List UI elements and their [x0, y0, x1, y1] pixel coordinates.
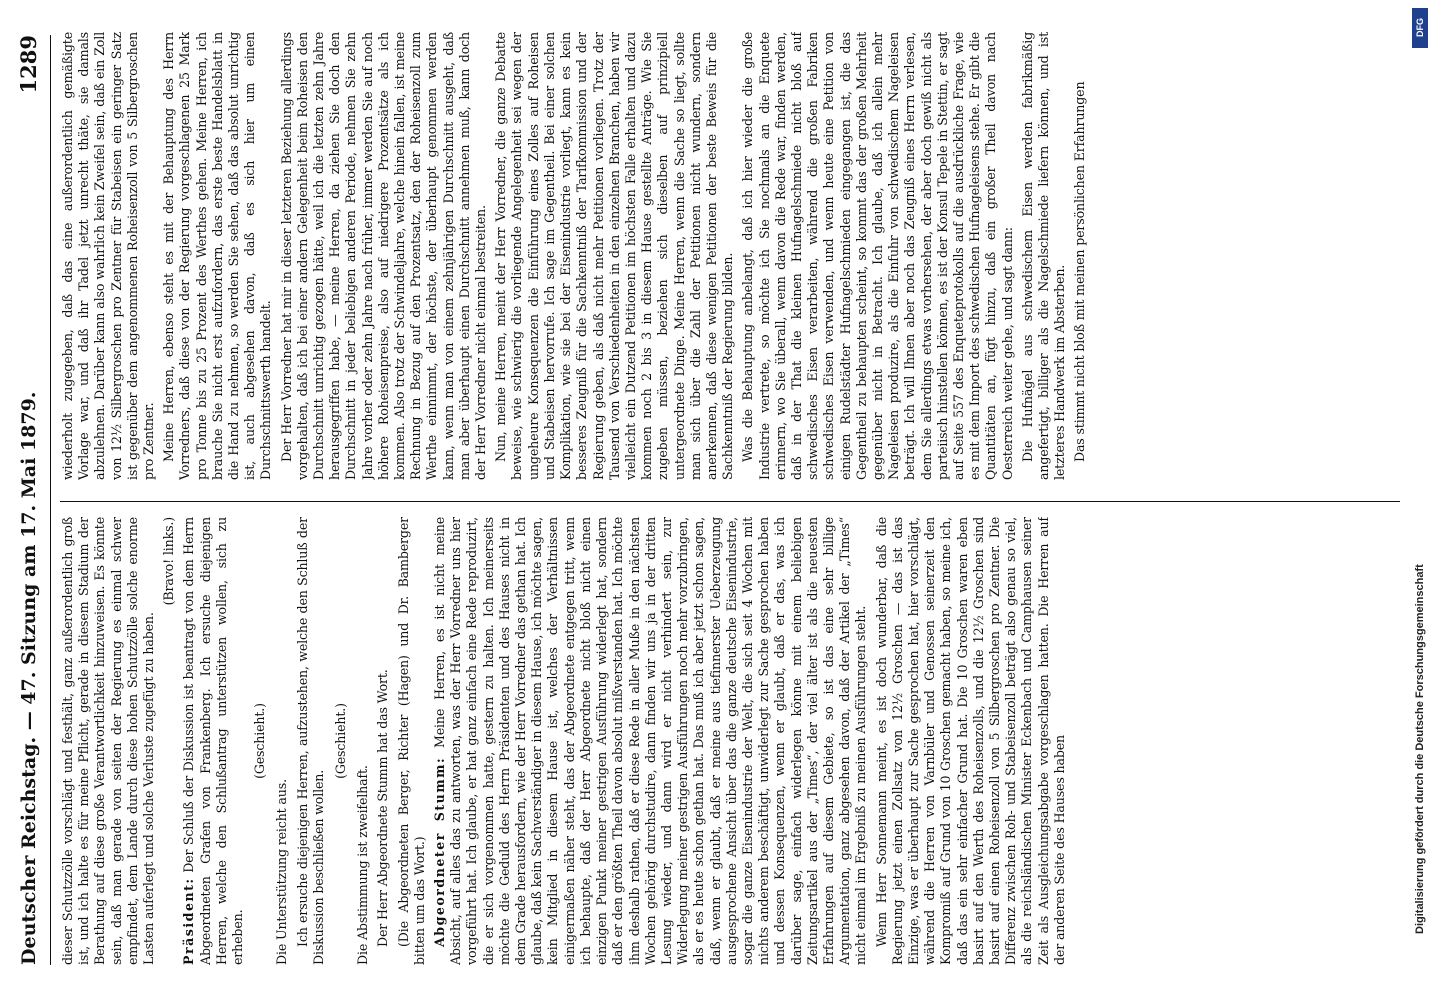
running-header: Deutscher Reichstag. — 47. Sitzung am 17. Mai 1879.: [18, 391, 40, 965]
paragraph-text: (Die Abgeordneten Berger, Richter (Hagen) und Dr. Bamberger bitten um das Wort.): [395, 517, 427, 965]
paragraph-text: Was die Behauptung anbelangt, daß ich hier wieder die große Industrie vertrete, so möchte ich Sie nochmals an die Enquete erinnern, wo Sie überall, wenn davon die Rede war, finden werden, daß in der That die kleinen Hufnagelschmiede nicht bloß auf schwedisches Eisen verarbeiten, während die großen Fabriken schwedisches Eisen verwenden, und wenn heute eine Petition von einigen Rudelstädter Hufnagelschmieden eingegangen ist, die das Gegentheil zu behaupten scheint, so kommt das der großen Mehrheit gegenüber nicht in Betracht. Ich glaube, daß ich allein mehr Nageleisen produzire, als die Einfuhr von schwedischem Nageleisen beträgt. Ich will Ihnen aber noch das Zeugniß eines Herrn verlesen, dem Sie allerdings etwas vorhersehen, der aber doch gewiß nicht als parteiisch hinstellen können, es ist der Konsul Tepele in Stettin, er sagt auf Seite 557 des Enqueteprotokolls auf die ausdrückliche Frage, wie es mit dem Import des schwedischen Hufnageleisens stehe. Er gibt die Quantitäten an, fügt hinzu, daß ein großer Theil davon nach Oesterreich weiter gehe, und sagt dann:: [740, 32, 1015, 480]
paragraph-text: (Bravo! links.): [161, 517, 177, 606]
left-column-paragraph: [355, 517, 371, 965]
digitization-credit: [1413, 4, 1427, 994]
left-column-paragraph: [252, 517, 268, 965]
paragraph-text: Das stimmt nicht bloß mit meinen persönlichen Erfahrungen: [1072, 81, 1088, 462]
paragraph-text: wiederholt zugegeben, daß das eine außerordentlich gemäßigte Vorlage war, und daß ihr Tadel jetzt unrecht thäte, sie damals abzulehnen. Darüber kann also wahrlich kein Zweifel sein, daß ein Zoll von 12½ Silbergroschen pro Zentner für Stabeisen ein geringer Satz ist gegenüber dem angenommenen Roheisenzoll von 5 Silbergroschen pro Zentner.: [60, 32, 157, 480]
left-column-paragraph: [333, 517, 349, 965]
speaker-name: Präsident:: [181, 877, 197, 965]
paragraph-text: Die Unterstützung reicht aus.: [274, 779, 290, 965]
left-column-paragraph: [432, 517, 869, 965]
left-column-paragraph: [181, 517, 246, 965]
paragraph-text: Die Abstimmung ist zweifelhaft.: [355, 765, 371, 965]
paragraph-text: Die Hufnägel aus schwedischem Eisen werden fabrikmäßig angefertigt, billiger als die Nagelschmiede liefern können, und ist letzteres Handwerk im Absterben.: [1019, 32, 1068, 480]
left-column-paragraph: [161, 517, 177, 965]
right-column-paragraph: [60, 32, 157, 480]
right-column-paragraph: [493, 32, 736, 480]
paragraph-text: Der Herr Abgeordnete Stumm hat das Wort.: [375, 669, 391, 947]
right-column-paragraph: [740, 32, 1015, 480]
paragraph-text: Nun, meine Herren, meint der Herr Vorredner, die ganze Debatte beweise, wie schwierig die vorliegende Angelegenheit sei wegen der ungeheure Konsequenzen die Einführung eines Zolles auf Roheisen und Stabeisen hervorrufe. Ich sage im Gegentheil. Bei einer solchen Komplikation, wie sie bei der Eisenindustrie vorliegt, kann es kein besseres Zeugniß für die Sachkenntniß der Tarifkommission und der Regierung geben, als daß nicht mehr Petitionen vorliegen. Trotz der Tausend von Verschiedenheiten in den einzelnen Branchen, haben wir vielleicht ein Dutzend Petitionen im höchsten Falle erhalten und dazu kommen noch 2 bis 3 in diesem Hause gestellte Anträge. Wie Sie zugeben müssen, beziehen sich dieselben auf prinzipiell untergeordnete Dinge. Meine Herren, wenn die Sache so liegt, sollte man sich über die Zahl der Petitionen nicht wundern, sondern anerkennen, daß diese wenigen Petitionen der beste Beweis für die Sachkenntniß der Regierung bilden.: [493, 32, 736, 480]
left-column-paragraph: [60, 517, 157, 965]
left-text-column: [60, 517, 1400, 965]
paragraph-text: Der Schluß der Diskussion ist beantragt von dem Herrn Abgeordneten Grafen von Frankenberg. Ich ersuche diejenigen Herren, welche den Schlußantrag unterstützen wollen, sich zu erheben.: [181, 517, 246, 965]
right-column-paragraph: [279, 32, 490, 480]
left-column-paragraph: [274, 517, 290, 965]
left-column-paragraph: [375, 517, 391, 965]
paragraph-text: dieser Schutzzölle vorschlägt und festhält, ganz außerordentlich groß ist, und ich halte es für meine Pflicht, gerade in diesem Stadium der Berathung auf diese große Verantwortlichkeit hinzuweisen. Es könnte sein, daß man gerade von seiten der Regierung es einmal schwer empfindet, dem Lande durch diese hohen Schutzzölle solche enorme Lasten auferlegt und solche Verluste zugefügt zu haben.: [60, 517, 157, 965]
paragraph-text: Wenn Herr Sonnemann meint, es ist doch wunderbar, daß die Regierung jetzt einen Zollsatz von 12½ Groschen — das ist das Einzige, was er überhaupt zur Sache gesprochen hat, hier vorschlägt, während die Herren von Varnbüler und Genossen seinerzeit den Kompromiß auf Grund von 10 Groschen gemacht haben, so meine ich, daß das ein sehr einfacher Grund hat. Die 10 Groschen waren eben basirt auf den Werth des Roheisenzolls, und die 12½ Groschen sind basirt auf einen Roheisenzoll von 5 Silbergroschen pro Zentner. Die Differenz zwischen Roh- und Stabeisenzoll beträgt also genau so viel, als die reichsländischen Minister Eckenbach und Camphausen seiner Zeit als Ausgleichungsabgabe vorgeschlagen hatten. Die Herren auf der anderen Seite des Hauses haben: [873, 517, 1067, 965]
paragraph-text: (Geschieht.): [333, 703, 349, 779]
header-rule: [50, 35, 51, 965]
left-column-paragraph: [396, 517, 428, 965]
page-number: 1289: [16, 35, 41, 94]
paragraph-text: Der Herr Vorredner hat mir in dieser letzteren Beziehung allerdings vorgehalten, daß ich bei einer andern Gelegenheit beim Roheisen den Durchschnitt unrichtig gezogen hätte, weil ich die letzten zehn Jahre herausgegriffen habe, — meine Herren, da ziehen Sie doch den Durchschnitt in jeder beliebigen anderen Periode, nehmen Sie zehn Jahre vorher oder zehn Jahre nach früher, immer werden Sie auf noch höhere Roheisenpreise, also auf niedrigere Prozentsätze als ich kommen. Also trotz der Schwindeljahre, welche hinein fallen, ist meine Rechnung in Bezug auf den Prozentsatz, den der Roheisenzoll zum Werthe einnimmt, der höchste, der überhaupt genommen werden kann, wenn man von einem zehnjährigen Durchschnitt ausgeht, daß man aber überhaupt einen Durchschnitt annehmen muß, kann doch der Herr Vorredner nicht einmal bestreiten.: [278, 32, 489, 480]
digitization-credit-text: Digitalisierung gefördert durch die Deutsche Forschungsgemeinschaft: [1414, 564, 1426, 934]
paragraph-text: Meine Herren, es ist nicht meine Absicht, auf alles das zu antworten, was der Herr Vorredner uns hier vorgeführt hat. Ich glaube, er hat ganz einfach eine Rede reproduzirt, die er sich vorgenommen hatte, gestern zu halten. Ich meinerseits möchte die Geduld des Herrn Präsidenten und des Hauses nicht in dem Grade herausfordern, wie der Herr Vorredner das gethan hat. Ich glaube, daß kein Sachverständiger in diesem Hause, ich möchte sagen, kein Mitglied in diesem Hause ist, welches der Verhältnissen einigermaßen näher steht, das der Abgeordnete entgegen tritt, wenn ich behaupte, daß der Herr Abgeordnete nicht bloß nicht einen einzigen Punkt meiner gestrigen Ausführung widerlegt hat, sondern daß er den größten Theil davon absolut mißverstanden hat. Ich möchte ihm deshalb rathen, daß er diese Rede in aller Muße in den nächsten Wochen gehörig durchstudire, dann finden wir uns ja in der dritten Lesung wieder, und dann wird er nicht verhindert sein, zur Widerlegung meiner gestrigen Ausführungen noch mehr vorzubringen, als er es heute schon gethan hat. Das muß ich aber jetzt schon sagen, daß, wenn er glaubt, daß er meine aus tiefinnerster Ueberzeugung ausgesprochene Ansicht über das die ganze deutsche Eisenindustrie, sogar die ganze Eisenindustrie der Welt, die sich seit 4 Wochen mit nichts anderem beschäftigt, unwiderlegt zur Sache gesprochen haben und dessen Konsequenzen, wenn er glaubt, daß er das, was ich darüber sage, einfach widerlegen könne mit einem beliebigen Zeitungsartikel aus der „Times“, der viel älter ist als die neuesten Erfahrungen auf diesem Gebiete, so ist das eine sehr billige Argumentation, ganz abgesehen davon, daß der Artikel der „Times“ nicht einmal im Ergebniß zu meinen Ausführungen steht.: [432, 517, 869, 965]
dfg-logo: DFG: [1412, 8, 1428, 48]
right-text-column: [60, 32, 1400, 480]
right-column-paragraph: [161, 32, 274, 480]
paragraph-text: (Geschieht.): [252, 703, 268, 779]
left-column-paragraph: [295, 517, 327, 965]
paragraph-text: Meine Herren, ebenso steht es mit der Behauptung des Herrn Vorredners, daß diese von der Regierung vorgeschlagenen 25 Mark pro Tonne bis zu 25 Prozent des Werthes gehen. Meine Herren, ich brauche Sie nicht erst aufzufordern, das erste beste Handelsblatt in die Hand zu nehmen, so werden Sie sehen, daß das absolut unrichtig ist, auch abgesehen davon, daß es sich hier um einen Durchschnittswerth handelt.: [161, 32, 274, 480]
paragraph-text: Ich ersuche diejenigen Herren, aufzustehen, welche den Schluß der Diskussion beschließen wollen.: [294, 517, 326, 965]
left-column-paragraph: [874, 517, 1068, 965]
speaker-name: Abgeordneter Stumm:: [432, 756, 448, 947]
right-column-paragraph: [1020, 32, 1069, 480]
right-column-paragraph: [1072, 32, 1088, 480]
column-divider: [60, 501, 1400, 502]
